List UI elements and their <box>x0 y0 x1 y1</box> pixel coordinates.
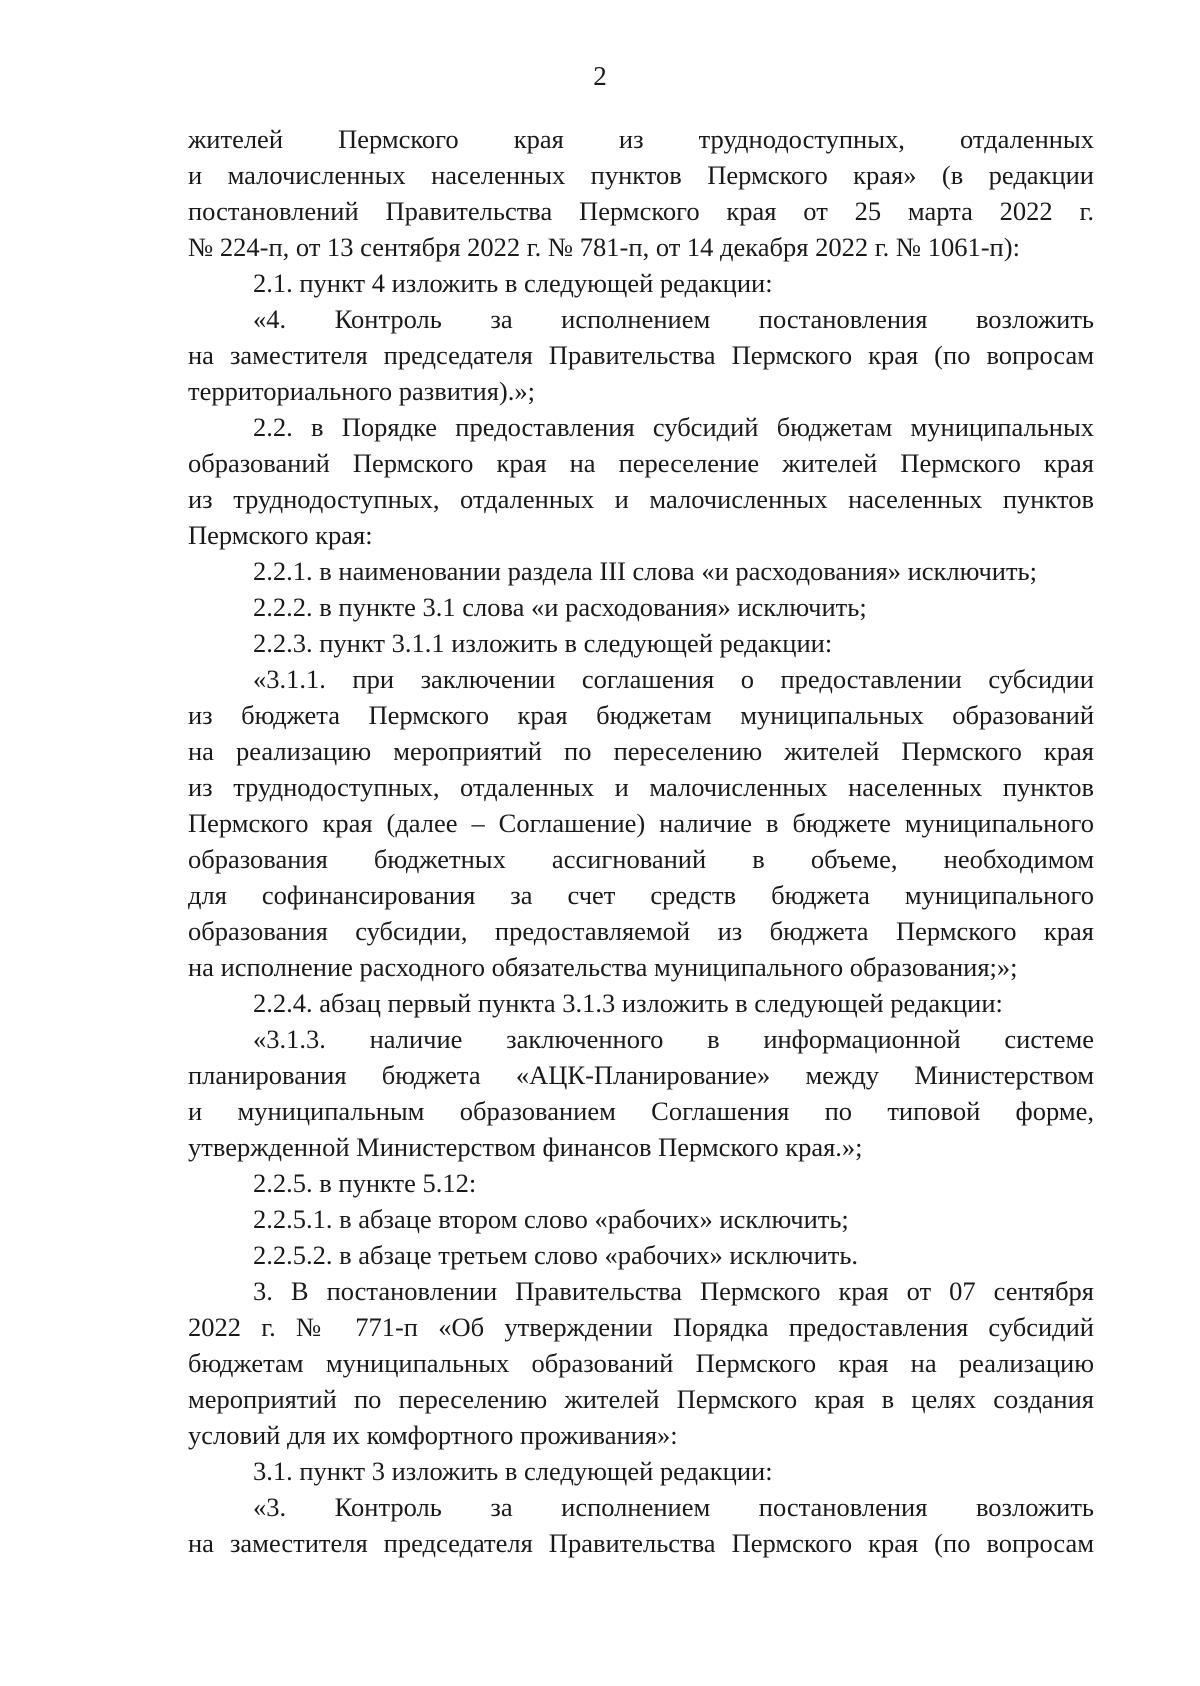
text-line: «4. Контроль за исполнением постановления возложить <box>253 304 1094 334</box>
paragraph <box>188 985 1094 1021</box>
text-line: бюджетам муниципальных образований Пермского края на реализацию <box>188 1348 1094 1378</box>
text-line: для софинансирования за счет средств бюджета муниципального <box>188 880 1094 910</box>
text-line: 2.2.2. в пункте 3.1 слова «и расходования» исключить; <box>253 592 867 622</box>
text-line: территориального развития).»; <box>188 376 535 406</box>
text-line: 2.2. в Порядке предоставления субсидий бюджетам муниципальных <box>253 412 1094 442</box>
text-line: «3.1.1. при заключении соглашения о предоставлении субсидии <box>253 664 1094 694</box>
text-line: 2022 г. № 771-п «Об утверждении Порядка предоставления субсидий <box>188 1312 1094 1342</box>
text-line: и малочисленных населенных пунктов Пермского края» (в редакции <box>188 160 1094 190</box>
text-line: жителей Пермского края из труднодоступных, отдаленных <box>188 124 1094 154</box>
paragraph <box>188 1021 1094 1165</box>
text-line: на заместителя председателя Правительства Пермского края (по вопросам <box>188 1528 1094 1558</box>
text-line: из труднодоступных, отдаленных и малочисленных населенных пунктов <box>188 484 1094 514</box>
text-line: № 224-п, от 13 сентября 2022 г. № 781-п, от 14 декабря 2022 г. № 1061-п): <box>188 232 1020 262</box>
paragraph <box>188 1489 1094 1561</box>
paragraph <box>188 1201 1094 1237</box>
text-line: 3.1. пункт 3 изложить в следующей редакции: <box>253 1456 773 1486</box>
text-line: и муниципальным образованием Соглашения по типовой форме, <box>188 1096 1094 1126</box>
text-line: 2.1. пункт 4 изложить в следующей редакции: <box>253 268 773 298</box>
text-line: на заместителя председателя Правительства Пермского края (по вопросам <box>188 340 1094 370</box>
text-line: утвержденной Министерством финансов Пермского края.»; <box>188 1132 863 1162</box>
text-line: условий для их комфортного проживания»: <box>188 1420 678 1450</box>
page-number: 2 <box>593 61 607 91</box>
text-line: на исполнение расходного обязательства муниципального образования;»; <box>188 952 1018 982</box>
paragraph <box>188 553 1094 589</box>
text-line: Пермского края (далее – Соглашение) наличие в бюджете муниципального <box>188 808 1094 838</box>
text-line: на реализацию мероприятий по переселению жителей Пермского края <box>188 736 1094 766</box>
paragraph <box>188 265 1094 301</box>
paragraph <box>188 409 1094 553</box>
text-line: образования бюджетных ассигнований в объеме, необходимом <box>188 844 1094 874</box>
text-line: 2.2.5.1. в абзаце втором слово «рабочих» исключить; <box>253 1204 849 1234</box>
text-line: образований Пермского края на переселение жителей Пермского края <box>188 448 1094 478</box>
text-line: планирования бюджета «АЦК-Планирование» между Министерством <box>188 1060 1094 1090</box>
text-line: 2.2.1. в наименовании раздела III слова «и расходования» исключить; <box>253 556 1037 586</box>
text-line: образования субсидии, предоставляемой из бюджета Пермского края <box>188 916 1094 946</box>
paragraph <box>188 121 1094 265</box>
paragraph <box>188 1273 1094 1453</box>
text-line: 2.2.5.2. в абзаце третьем слово «рабочих» исключить. <box>253 1240 859 1270</box>
text-line: мероприятий по переселению жителей Пермского края в целях создания <box>188 1384 1094 1414</box>
text-line: 2.2.5. в пункте 5.12: <box>253 1168 477 1198</box>
text-line: Пермского края: <box>188 520 373 550</box>
paragraph <box>188 1237 1094 1273</box>
paragraph <box>188 589 1094 625</box>
text-line: из бюджета Пермского края бюджетам муниципальных образований <box>188 700 1094 730</box>
paragraph <box>188 661 1094 985</box>
text-line: постановлений Правительства Пермского края от 25 марта 2022 г. <box>188 196 1094 226</box>
text-line: 2.2.3. пункт 3.1.1 изложить в следующей редакции: <box>253 628 833 658</box>
document-body <box>188 121 1094 1561</box>
text-line: «3.1.3. наличие заключенного в информационной системе <box>253 1024 1094 1054</box>
text-line: «3. Контроль за исполнением постановления возложить <box>253 1492 1094 1522</box>
text-line: из труднодоступных, отдаленных и малочисленных населенных пунктов <box>188 772 1094 802</box>
paragraph <box>188 625 1094 661</box>
paragraph <box>188 1165 1094 1201</box>
text-line: 3. В постановлении Правительства Пермского края от 07 сентября <box>253 1276 1094 1306</box>
paragraph <box>188 1453 1094 1489</box>
paragraph <box>188 301 1094 409</box>
text-line: 2.2.4. абзац первый пункта 3.1.3 изложить в следующей редакции: <box>253 988 1003 1018</box>
